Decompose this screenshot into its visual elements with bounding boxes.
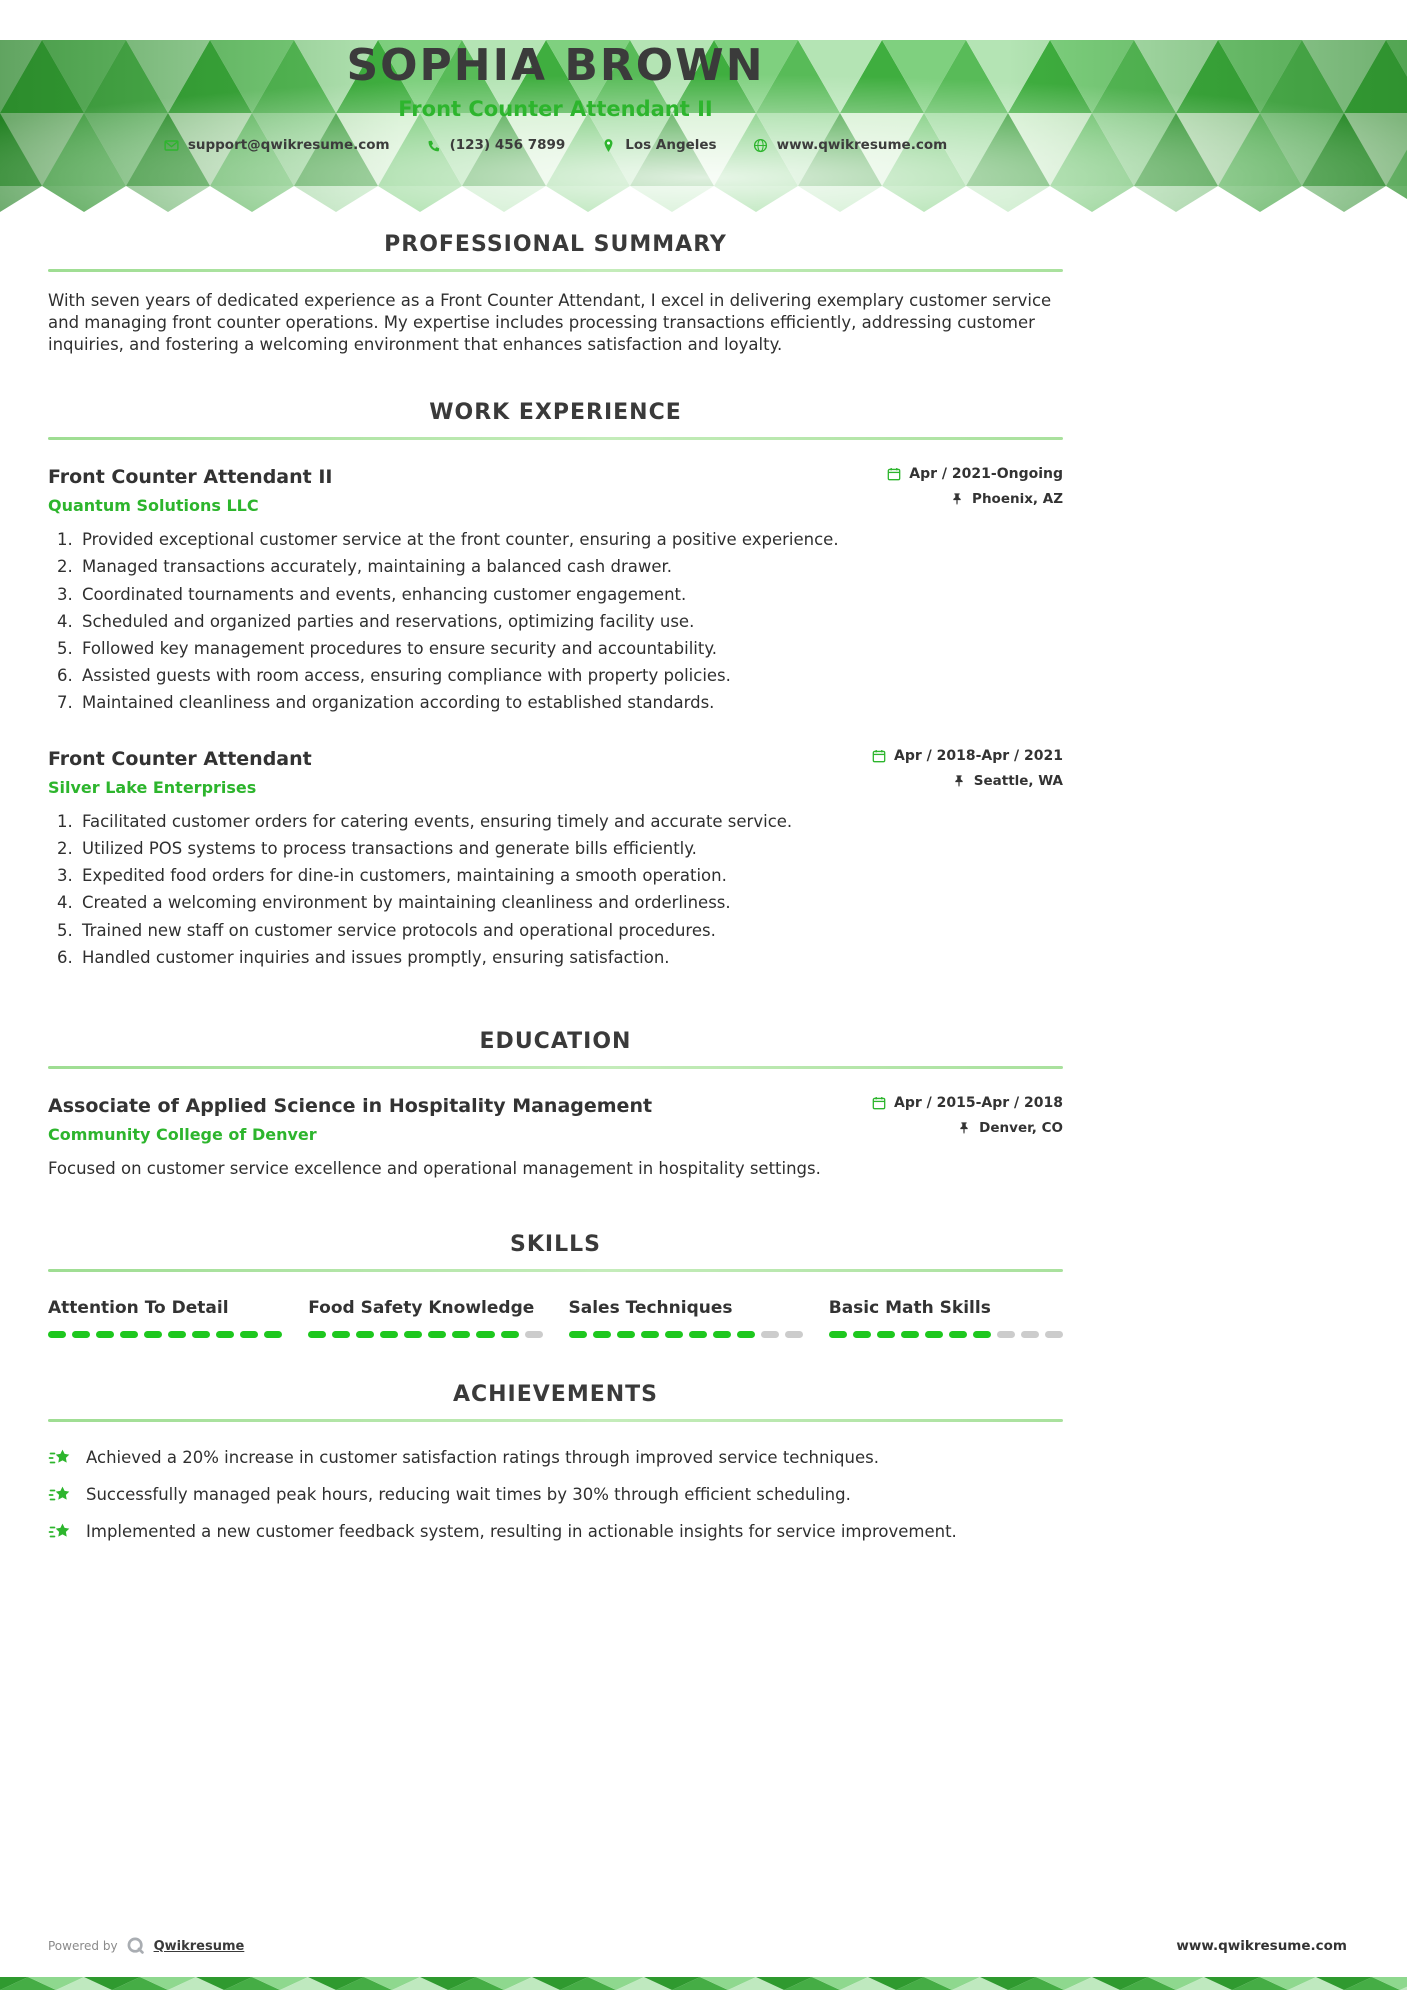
location-pin-icon <box>601 138 616 153</box>
skill-dash <box>785 1331 803 1338</box>
job-bullet: 3. Coordinated tournaments and events, enhancing customer engagement. <box>78 584 1063 606</box>
education-dates <box>872 1095 1063 1111</box>
skill-dash <box>641 1331 659 1338</box>
skill-dash <box>525 1331 543 1338</box>
powered-by <box>48 1936 244 1956</box>
job-bullet: 4. Created a welcoming environment by maintaining cleanliness and orderliness. <box>78 892 1063 914</box>
summary-text: With seven years of dedicated experience as a Front Counter Attendant, I excel in delivering exemplary customer service and managing front counter operations. My expertise includes processing transactions efficiently, addressing customer inquiries, and fostering a welcoming environment that enhances satisfaction and loyalty. <box>48 291 1052 355</box>
skill-level-bar <box>829 1331 1063 1338</box>
skill-dash <box>853 1331 871 1338</box>
section-divider <box>48 269 1063 272</box>
skill-dash <box>617 1331 635 1338</box>
job-location-text: Seattle, WA <box>973 773 1063 790</box>
contact-location-text: Los Angeles <box>625 137 717 153</box>
skill-dash <box>428 1331 446 1338</box>
job-bullet-list <box>48 529 1063 714</box>
skill-level-bar <box>569 1331 803 1338</box>
header-banner <box>0 40 1407 212</box>
pushpin-icon <box>957 1121 971 1135</box>
education-dates-text: Apr / 2015-Apr / 2018 <box>894 1094 1063 1111</box>
work-heading: WORK EXPERIENCE <box>429 400 682 426</box>
achievement-item <box>48 1446 1063 1470</box>
calendar-icon <box>872 1096 886 1110</box>
job-bullet: 1. Facilitated customer orders for catering events, ensuring timely and accurate service. <box>78 811 1063 833</box>
skills-heading: SKILLS <box>510 1231 601 1257</box>
job-bullet: 5. Followed key management procedures to ensure security and accountability. <box>78 638 1063 660</box>
skill-dash <box>877 1331 895 1338</box>
skill-level-bar <box>48 1331 282 1338</box>
skill-dash <box>216 1331 234 1338</box>
job-title: Front Counter Attendant II <box>48 466 333 489</box>
pushpin-icon <box>950 492 964 506</box>
job-dates <box>887 466 1063 482</box>
section-divider <box>48 1269 1063 1272</box>
skill-dash <box>96 1331 114 1338</box>
skill-dash <box>240 1331 258 1338</box>
skill-dash <box>476 1331 494 1338</box>
job-bullet-list <box>48 811 1063 969</box>
job-location <box>872 773 1063 789</box>
achievement-star-icon <box>48 1520 72 1544</box>
skill-dash <box>120 1331 138 1338</box>
section-summary <box>48 232 1063 356</box>
contact-row <box>48 137 1063 153</box>
candidate-title: Front Counter Attendant II <box>398 97 713 121</box>
education-location <box>872 1120 1063 1136</box>
skill-dash <box>168 1331 186 1338</box>
job-location-text: Phoenix, AZ <box>972 491 1063 508</box>
education-description: Focused on customer service excellence and operational management in hospitality settings. <box>48 1158 821 1178</box>
section-divider <box>48 1419 1063 1422</box>
job-entry <box>48 748 1063 969</box>
powered-by-label: Powered by <box>48 1939 118 1953</box>
skill-dash <box>761 1331 779 1338</box>
skill-dash <box>452 1331 470 1338</box>
skill-dash <box>48 1331 66 1338</box>
section-divider <box>48 1066 1063 1069</box>
achievements-list <box>48 1446 1063 1544</box>
job-bullet: 5. Trained new staff on customer service protocols and operational procedures. <box>78 920 1063 942</box>
achievement-text: Successfully managed peak hours, reducing wait times by 30% through efficient scheduling. <box>86 1485 851 1505</box>
education-location-text: Denver, CO <box>979 1119 1063 1136</box>
contact-phone <box>426 137 566 153</box>
job-title: Front Counter Attendant <box>48 748 312 771</box>
skill-name: Attention To Detail <box>48 1297 229 1318</box>
job-bullet: 3. Expedited food orders for dine-in customers, maintaining a smooth operation. <box>78 865 1063 887</box>
skill-item <box>308 1298 542 1338</box>
job-bullet: 2. Utilized POS systems to process transactions and generate bills efficiently. <box>78 838 1063 860</box>
section-work-experience <box>48 400 1063 968</box>
skill-dash <box>973 1331 991 1338</box>
achievement-item <box>48 1520 1063 1544</box>
skill-name: Food Safety Knowledge <box>308 1297 535 1318</box>
job-dates-text: Apr / 2018-Apr / 2021 <box>894 748 1063 765</box>
calendar-icon <box>887 467 901 481</box>
bottom-triangle-strip <box>0 1977 1407 1990</box>
achievement-item <box>48 1483 1063 1507</box>
skill-dash <box>1021 1331 1039 1338</box>
skill-dash <box>404 1331 422 1338</box>
job-bullet: 7. Maintained cleanliness and organization according to established standards. <box>78 692 1063 714</box>
skill-dash <box>356 1331 374 1338</box>
skill-dash <box>925 1331 943 1338</box>
pushpin-icon <box>952 774 966 788</box>
education-degree: Associate of Applied Science in Hospitality Management <box>48 1094 653 1117</box>
job-bullet: 6. Handled customer inquiries and issues promptly, ensuring satisfaction. <box>78 947 1063 969</box>
skill-dash <box>1045 1331 1063 1338</box>
skill-dash <box>713 1331 731 1338</box>
phone-icon <box>426 138 441 153</box>
skill-dash <box>308 1331 326 1338</box>
skill-dash <box>997 1331 1015 1338</box>
achievement-text: Achieved a 20% increase in customer satisfaction ratings through improved service techniques. <box>86 1448 879 1468</box>
skill-item <box>829 1298 1063 1338</box>
job-bullet: 4. Scheduled and organized parties and reservations, optimizing facility use. <box>78 611 1063 633</box>
section-achievements <box>48 1382 1063 1544</box>
qwikresume-link[interactable]: Qwikresume <box>153 1938 245 1954</box>
skill-dash <box>689 1331 707 1338</box>
skill-dash <box>665 1331 683 1338</box>
education-heading: EDUCATION <box>479 1028 632 1054</box>
job-dates <box>872 748 1063 764</box>
skill-name: Sales Techniques <box>568 1297 733 1318</box>
skill-level-bar <box>308 1331 542 1338</box>
achievement-text: Implemented a new customer feedback system, resulting in actionable insights for service improvement. <box>86 1522 957 1542</box>
section-divider <box>48 437 1063 440</box>
achievement-star-icon <box>48 1483 72 1507</box>
section-education <box>48 1029 1063 1180</box>
achievement-star-icon <box>48 1446 72 1470</box>
contact-website-text: www.qwikresume.com <box>776 137 948 153</box>
skill-dash <box>501 1331 519 1338</box>
globe-icon <box>753 138 768 153</box>
candidate-name: SOPHIA BROWN <box>346 40 765 91</box>
skill-dash <box>332 1331 350 1338</box>
skill-dash <box>72 1331 90 1338</box>
skill-name: Basic Math Skills <box>828 1297 991 1318</box>
contact-website[interactable] <box>753 137 948 153</box>
section-skills <box>48 1232 1063 1338</box>
job-bullet: 2. Managed transactions accurately, maintaining a balanced cash drawer. <box>78 556 1063 578</box>
job-entry <box>48 466 1063 714</box>
education-entry <box>48 1095 1063 1180</box>
job-company: Quantum Solutions LLC <box>48 496 259 516</box>
skill-dash <box>949 1331 967 1338</box>
skill-dash <box>737 1331 755 1338</box>
skill-item <box>569 1298 803 1338</box>
contact-email[interactable] <box>164 137 390 153</box>
education-school: Community College of Denver <box>48 1124 317 1144</box>
skill-dash <box>144 1331 162 1338</box>
summary-heading: PROFESSIONAL SUMMARY <box>384 232 727 257</box>
skills-grid <box>48 1298 1063 1338</box>
calendar-icon <box>872 749 886 763</box>
job-bullet: 1. Provided exceptional customer service at the front counter, ensuring a positive experience. <box>78 529 1063 551</box>
job-company: Silver Lake Enterprises <box>48 778 257 798</box>
contact-phone-text: (123) 456 7899 <box>449 137 566 153</box>
content-column <box>48 232 1063 1544</box>
skill-dash <box>901 1331 919 1338</box>
contact-email-text: support@qwikresume.com <box>187 137 390 153</box>
skill-dash <box>569 1331 587 1338</box>
footer-website: www.qwikresume.com <box>1176 1938 1347 1954</box>
skill-dash <box>380 1331 398 1338</box>
job-dates-text: Apr / 2021-Ongoing <box>909 466 1063 483</box>
skill-dash <box>829 1331 847 1338</box>
job-bullet: 6. Assisted guests with room access, ensuring compliance with property policies. <box>78 665 1063 687</box>
email-icon <box>164 138 179 153</box>
skill-dash <box>264 1331 282 1338</box>
contact-location <box>601 137 716 153</box>
job-location <box>887 491 1063 507</box>
skill-dash <box>192 1331 210 1338</box>
qwikresume-logo-icon <box>126 1936 146 1956</box>
achievements-heading: ACHIEVEMENTS <box>452 1381 659 1407</box>
skill-dash <box>593 1331 611 1338</box>
skill-item <box>48 1298 282 1338</box>
page-footer <box>48 1936 1347 1956</box>
